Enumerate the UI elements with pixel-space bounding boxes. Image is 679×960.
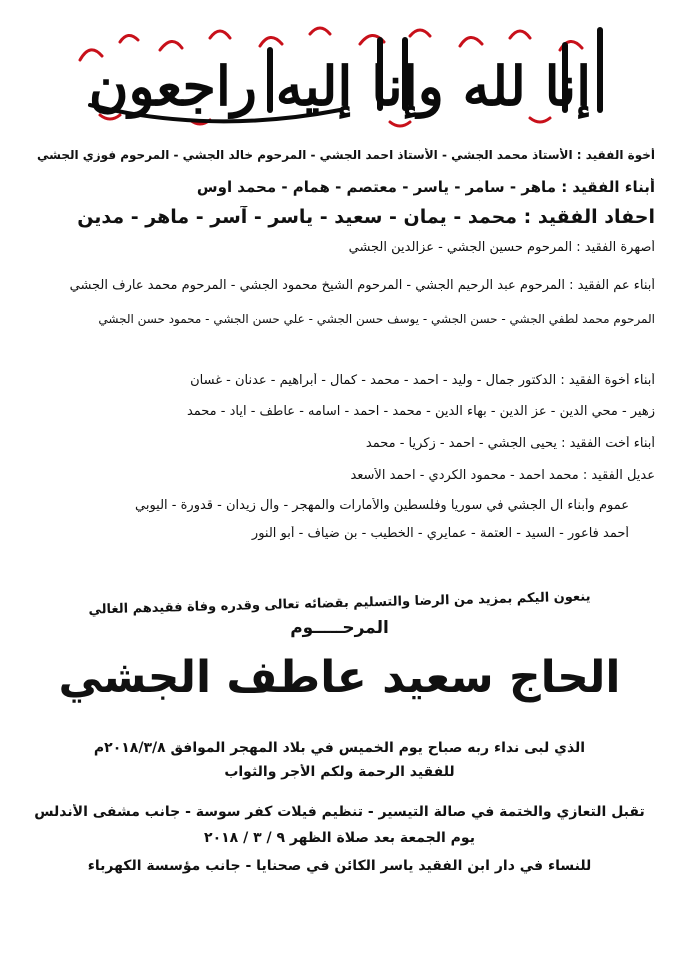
families-line-2: أحمد فاعور - السيد - العتمة - عمايري - الخطيب - بن ضياف - أبو النور <box>251 526 629 541</box>
cousins-line-1: أبناء عم الفقيد : المرحوم عبد الرحيم الجشي - المرحوم الشيخ محمود الجشي - المرحوم محمد عارف الجشي <box>69 278 655 293</box>
nephews-line-2: زهير - محي الدين - عز الدين - بهاء الدين - محمد - احمد - اسامه - عاطف - اياد - محمد <box>186 404 655 419</box>
families-line-1: عموم وأبناء آل الجشي في سوريا وفلسطين والأمارات والمهجر - وآل زيدان - قدورة - اليوبي <box>134 498 629 513</box>
header-title: إنا لله وإنا إليه راجعون <box>88 54 592 118</box>
brothers-in-law-line: أصهرة الفقيد : المرحوم حسين الجشي - عزالدين الجشي <box>348 240 655 255</box>
announcement-intro: ينعون اليكم بمزيد من الرضا والتسليم بقضائه تعالى وقدره وفاة فقيدهم الغالي <box>88 589 591 618</box>
condolence-wish-line: للفقيد الرحمة ولكم الأجر والثواب <box>224 764 455 780</box>
in-laws-line: عديل الفقيد : محمد احمد - محمود الكردي - احمد الأسعد <box>350 468 655 483</box>
cousins-line-2: المرحوم محمد لطفي الجشي - حسن الجشي - يوسف حسن الجشي - علي حسن الجشي - محمود حسن الجشي <box>98 312 655 326</box>
death-date-line: الذي لبى نداء ربه صباح يوم الخميس في بلاد المهجر الموافق ٢٠١٨/٣/٨م <box>93 740 586 756</box>
deceased-name: الحاج سعيد عاطف الجشي <box>58 652 621 703</box>
women-condolence-line: للنساء في دار ابن الفقيد ياسر الكائن في صحنايا - جانب مؤسسة الكهرباء <box>87 858 592 874</box>
header-calligraphy <box>60 20 620 130</box>
sisters-sons-line: أبناء أخت الفقيد : يحيى الجشي - احمد - زكريا - محمد <box>365 436 655 451</box>
condolence-time-line: يوم الجمعة بعد صلاة الظهر ٩ / ٣ / ٢٠١٨ <box>204 830 475 846</box>
nephews-line-1: أبناء أخوة الفقيد : الدكتور جمال - وليد - احمد - محمد - كمال - أبراهيم - عدنان - غسان <box>190 373 655 388</box>
condolence-venue-line: تقبل التعازي والختمة في صالة التيسير - تنظيم فيلات كفر سوسة - جانب مشفى الأندلس <box>34 804 645 820</box>
brothers-line: أخوة الفقيد : الأستاذ محمد الجشي - الأستاذ احمد الجشي - المرحوم خالد الجشي - المرحوم فوزي الجشي <box>36 148 655 162</box>
sons-line: أبناء الفقيد : ماهر - سامر - ياسر - معتصم - همام - محمد اوس <box>196 178 655 196</box>
grandsons-line: احفاد الفقيد : محمد - يمان - سعيد - ياسر - آسر - ماهر - مدين <box>77 206 655 228</box>
late-label: المرحـــــوم <box>290 618 389 638</box>
